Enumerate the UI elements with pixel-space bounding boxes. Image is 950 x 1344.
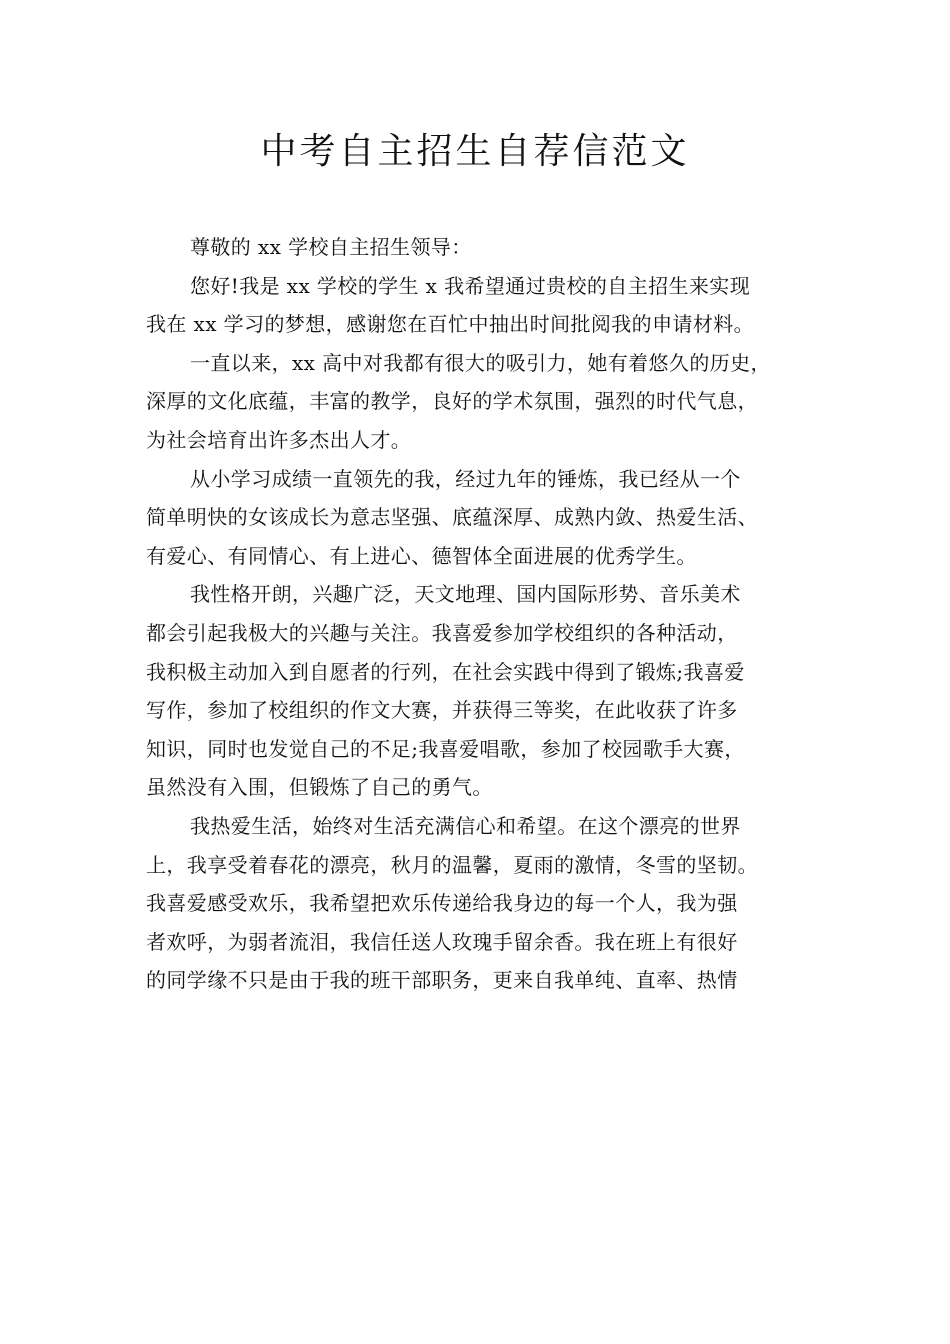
text-line: 知识，同时也发觉自己的不足;我喜爱唱歌，参加了校园歌手大赛， [146,736,745,761]
text-line: 一直以来，xx 高中对我都有很大的吸引力，她有着悠久的历史， [190,350,771,375]
text-line: 我喜爱感受欢乐，我希望把欢乐传递给我身边的每一个人，我为强 [146,891,738,916]
text-line: 者欢呼，为弱者流泪，我信任送人玫瑰手留余香。我在班上有很好 [146,929,738,954]
text-line: 为社会培育出许多杰出人才。 [146,427,412,452]
text-line: 上，我享受着春花的漂亮，秋月的温馨，夏雨的激情，冬雪的坚韧。 [146,852,758,877]
text-line: 我热爱生活，始终对生活充满信心和希望。在这个漂亮的世界 [190,813,741,838]
document-body [146,228,826,1000]
text-line: 都会引起我极大的兴趣与关注。我喜爱参加学校组织的各种活动， [146,620,738,645]
text-line: 的同学缘不只是由于我的班干部职务，更来自我单纯、直率、热情 [146,968,738,993]
text-line: 深厚的文化底蕴，丰富的教学，良好的学术氛围，强烈的时代气息， [146,389,758,414]
text-line: 虽然没有入围，但锻炼了自己的勇气。 [146,775,493,800]
text-line: 有爱心、有同情心、有上进心、德智体全面进展的优秀学生。 [146,543,697,568]
text-line: 从小学习成绩一直领先的我，经过九年的锤炼，我已经从一个 [190,466,741,491]
text-line: 您好!我是 xx 学校的学生 x 我希望通过贵校的自主招生来实现 [190,273,751,298]
document-title: 中考自主招生自荐信范文 [260,131,690,172]
text-line: 我在 xx 学习的梦想，感谢您在百忙中抽出时间批阅我的申请材料。 [146,312,755,337]
text-line: 尊敬的 xx 学校自主招生领导： [190,235,472,259]
text-line: 我性格开朗，兴趣广泛，天文地理、国内国际形势、音乐美术 [190,582,741,607]
text-line: 简单明快的女该成长为意志坚强、底蕴深厚、成熟内敛、热爱生活、 [146,505,758,530]
text-line: 写作，参加了校组织的作文大赛，并获得三等奖，在此收获了许多 [146,698,738,723]
text-line: 我积极主动加入到自愿者的行列，在社会实践中得到了锻炼;我喜爱 [146,659,745,684]
